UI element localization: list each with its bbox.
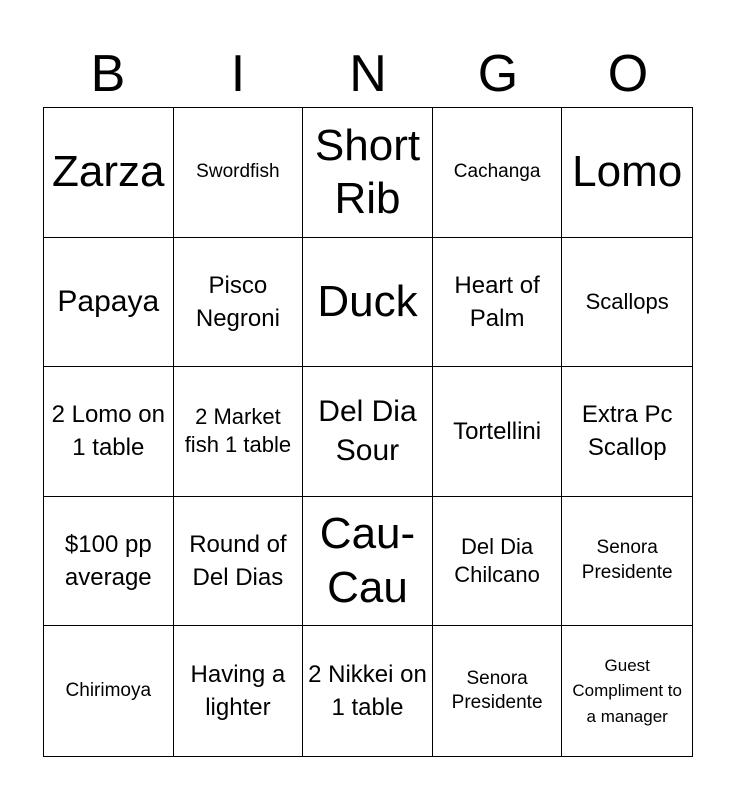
bingo-cell[interactable]: Papaya [44, 238, 174, 368]
bingo-cell[interactable]: Heart of Palm [433, 238, 563, 368]
bingo-cell[interactable]: Chirimoya [44, 626, 174, 756]
header-letter-b: B [90, 45, 126, 103]
bingo-cell[interactable]: Duck [303, 238, 433, 368]
bingo-cell[interactable]: Pisco Negroni [174, 238, 304, 368]
bingo-cell[interactable]: Swordfish [174, 108, 304, 238]
bingo-cell[interactable]: Extra Pc Scallop [562, 367, 692, 497]
header-letter-i: I [230, 45, 246, 103]
bingo-cell[interactable]: Del Dia Sour [303, 367, 433, 497]
header-letter-g: G [477, 45, 519, 103]
bingo-cell[interactable]: Guest Compliment to a manager [572, 655, 682, 726]
header-letter-n: N [349, 45, 387, 103]
bingo-cell[interactable]: 2 Nikkei on 1 table [303, 626, 433, 756]
bingo-cell[interactable]: 2 Lomo on 1 table [44, 367, 174, 497]
bingo-cell[interactable]: Senora Presidente [433, 626, 563, 756]
bingo-cell[interactable]: Del Dia Chilcano [433, 497, 563, 627]
bingo-cell[interactable]: Tortellini [433, 367, 563, 497]
header-letter-o: O [607, 45, 649, 103]
bingo-cell[interactable]: Lomo [562, 108, 692, 238]
bingo-cell[interactable]: $100 pp average [44, 497, 174, 627]
bingo-cell[interactable]: Short Rib [303, 108, 433, 238]
bingo-cell[interactable]: Senora Presidente [562, 497, 692, 627]
bingo-cell[interactable]: Round of Del Dias [174, 497, 304, 627]
bingo-cell[interactable]: Zarza [44, 108, 174, 238]
bingo-cell[interactable]: 2 Market fish 1 table [174, 367, 304, 497]
bingo-header [43, 42, 693, 106]
bingo-cell[interactable]: Cau-Cau [303, 497, 433, 627]
bingo-cell[interactable]: Cachanga [433, 108, 563, 238]
bingo-card-grid [43, 107, 693, 757]
bingo-cell[interactable]: Scallops [562, 238, 692, 368]
bingo-cell[interactable]: Having a lighter [174, 626, 304, 756]
